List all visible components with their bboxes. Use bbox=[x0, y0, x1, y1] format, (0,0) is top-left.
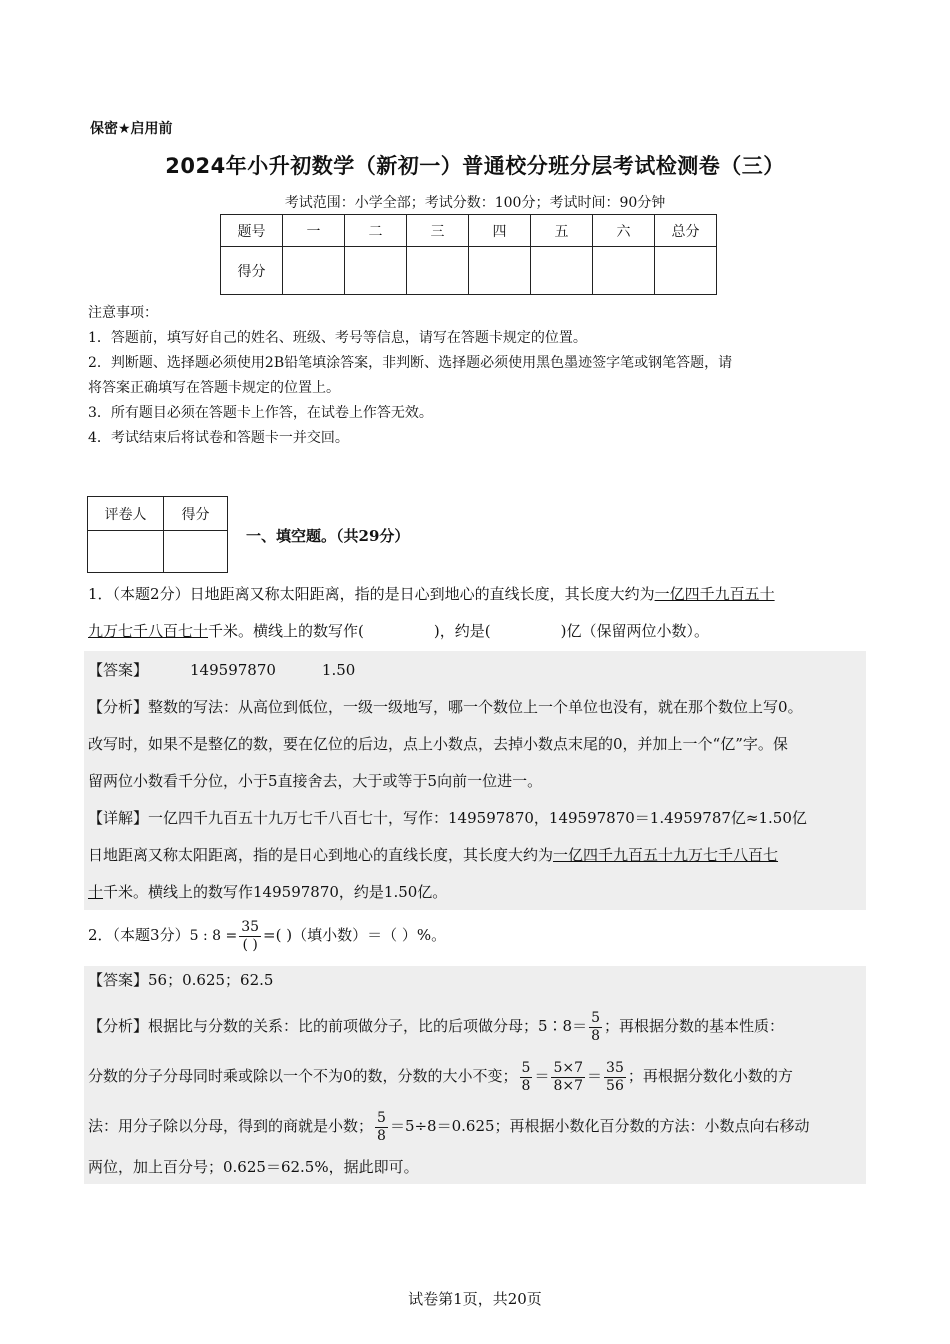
fraction-denominator: 8 bbox=[521, 1077, 531, 1094]
fraction-denominator: 8 bbox=[377, 1127, 386, 1144]
exam-title: 2024年小升初数学（新初一）普通校分班分层考试检测卷（三） bbox=[165, 154, 785, 178]
answer-label: 【答案】 bbox=[88, 971, 149, 989]
fraction-numerator: 5 bbox=[521, 1059, 531, 1076]
detail-text: 千米。横线上的数写作149597870，约是1.50亿。 bbox=[103, 883, 448, 901]
score-cell bbox=[407, 247, 469, 295]
analysis-text: 根据比与分数的关系：比的前项做分子，比的后项做分母；5∶8＝ bbox=[148, 1017, 588, 1035]
exam-info: 考试范围：小学全部；考试分数：100分；考试时间：90分钟 bbox=[284, 195, 666, 211]
fraction-numerator: 5 bbox=[591, 1009, 601, 1026]
answer-value: 56；0.625；62.5 bbox=[148, 971, 274, 989]
score-header-cell: 一 bbox=[283, 215, 345, 247]
equals-sign: ＝ bbox=[534, 1067, 550, 1085]
q2-suffix: （填小数）＝（ ）%。 bbox=[292, 926, 447, 944]
score-header-cell: 二 bbox=[345, 215, 407, 247]
notes-block bbox=[88, 301, 868, 451]
score-cell bbox=[655, 247, 717, 295]
fraction-numerator: 5×7 bbox=[553, 1059, 584, 1076]
page-footer: 试卷第1页，共20页 bbox=[408, 1290, 542, 1308]
note-item: 2．判断题、选择题必须使用2B铅笔填涂答案，非判断、选择题必须使用黑色墨迹签字笔或钢笔答题，请 bbox=[88, 355, 733, 371]
score-header-cell: 三 bbox=[407, 215, 469, 247]
analysis-label: 【分析】 bbox=[88, 698, 149, 716]
note-item: 将答案正确填写在答题卡规定的位置上。 bbox=[88, 380, 340, 396]
grader-table bbox=[87, 496, 228, 573]
detail-underlined: 十 bbox=[88, 883, 104, 901]
score-table bbox=[220, 214, 717, 295]
question-1 bbox=[88, 576, 868, 650]
fraction-denominator: 8 bbox=[591, 1027, 601, 1044]
analysis-label: 【分析】 bbox=[88, 1017, 149, 1035]
q2-blank: =( ) bbox=[263, 926, 293, 944]
score-header-cell: 六 bbox=[593, 215, 655, 247]
detail-label: 【详解】 bbox=[88, 809, 149, 827]
notes-heading: 注意事项： bbox=[88, 305, 158, 321]
analysis-text: ；再根据分数化小数的方 bbox=[627, 1067, 793, 1085]
q2-numerator: 35 bbox=[241, 918, 260, 935]
grader-score-header: 得分 bbox=[164, 497, 228, 531]
answer-value: 149597870 bbox=[190, 661, 276, 679]
analysis-text: ＝5÷8＝0.625；再根据小数化百分数的方法：小数点向右移动 bbox=[389, 1117, 810, 1135]
note-item: 3．所有题目必须在答题卡上作答，在试卷上作答无效。 bbox=[88, 405, 433, 421]
section-title: 一、填空题。（共29分） bbox=[246, 527, 410, 545]
score-cell bbox=[531, 247, 593, 295]
detail-text: 日地距离又称太阳距离，指的是日心到地心的直线长度，其长度大约为 bbox=[88, 846, 554, 864]
q2-answer-box bbox=[84, 966, 866, 1184]
score-cell bbox=[345, 247, 407, 295]
score-header-cell: 题号 bbox=[221, 215, 283, 247]
analysis-text: 整数的写法：从高位到低位，一级一级地写，哪一个数位上一个单位也没有，就在那个数位上写0。 bbox=[148, 698, 803, 716]
confidential-label: 保密★启用前 bbox=[90, 121, 173, 137]
q1-text: 1．（本题2分）日地距离又称太阳距离，指的是日心到地心的直线长度，其长度大约为 bbox=[88, 585, 655, 603]
q2-prefix: 2．（本题3分） bbox=[88, 926, 190, 944]
q1-underlined: 九万七千八百七十 bbox=[88, 622, 209, 640]
score-cell bbox=[283, 247, 345, 295]
q1-text: 千米。横线上的数写作( bbox=[208, 622, 364, 640]
fraction-numerator: 35 bbox=[606, 1059, 624, 1076]
analysis-text: 两位，加上百分号；0.625＝62.5%，据此即可。 bbox=[88, 1158, 419, 1176]
score-header-cell: 四 bbox=[469, 215, 531, 247]
q1-underlined: 一亿四千九百五十 bbox=[654, 585, 775, 603]
score-row-label: 得分 bbox=[221, 247, 283, 295]
analysis-text: ；再根据分数的基本性质： bbox=[604, 1017, 785, 1035]
fraction-denominator: 56 bbox=[606, 1077, 624, 1094]
score-cell bbox=[469, 247, 531, 295]
analysis-text: 改写时，如果不是整亿的数，要在亿位的后边，点上小数点，去掉小数点末尾的0，并加上一个“亿”字。保 bbox=[88, 735, 788, 753]
analysis-text: 法：用分子除以分母，得到的商就是小数； bbox=[88, 1117, 374, 1135]
equals-sign: ＝ bbox=[587, 1067, 603, 1085]
analysis-text: 分数的分子分母同时乘或除以一个不为0的数，分数的大小不变； bbox=[88, 1067, 518, 1085]
fraction-denominator: 8×7 bbox=[553, 1077, 584, 1094]
note-item: 1．答题前，填写好自己的姓名、班级、考号等信息，请写在答题卡规定的位置。 bbox=[88, 330, 587, 346]
q2-ratio: 5 : 8 = bbox=[189, 928, 238, 944]
q2-denominator: ( ) bbox=[242, 936, 258, 953]
score-header-cell: 五 bbox=[531, 215, 593, 247]
detail-text: 一亿四千九百五十九万七千八百七十，写作：149597870，149597870＝1.4959787亿≈1.50亿 bbox=[148, 809, 807, 827]
grader-cell bbox=[88, 531, 164, 573]
answer-value: 1.50 bbox=[321, 661, 356, 679]
fraction-numerator: 5 bbox=[377, 1109, 386, 1126]
detail-underlined: 一亿四千九百五十九万七千八百七 bbox=[553, 846, 779, 864]
q1-answer-box bbox=[84, 651, 866, 910]
question-2 bbox=[88, 912, 868, 959]
score-cell bbox=[593, 247, 655, 295]
answer-label: 【答案】 bbox=[88, 661, 149, 679]
score-header-cell: 总分 bbox=[655, 215, 717, 247]
q1-text: )，约是( bbox=[433, 622, 491, 640]
q1-text: )亿（保留两位小数）。 bbox=[560, 622, 709, 640]
grader-score-cell bbox=[164, 531, 228, 573]
note-item: 4．考试结束后将试卷和答题卡一并交回。 bbox=[88, 430, 349, 446]
grader-header: 评卷人 bbox=[88, 497, 164, 531]
analysis-text: 留两位小数看千分位，小于5直接舍去，大于或等于5向前一位进一。 bbox=[88, 772, 543, 790]
